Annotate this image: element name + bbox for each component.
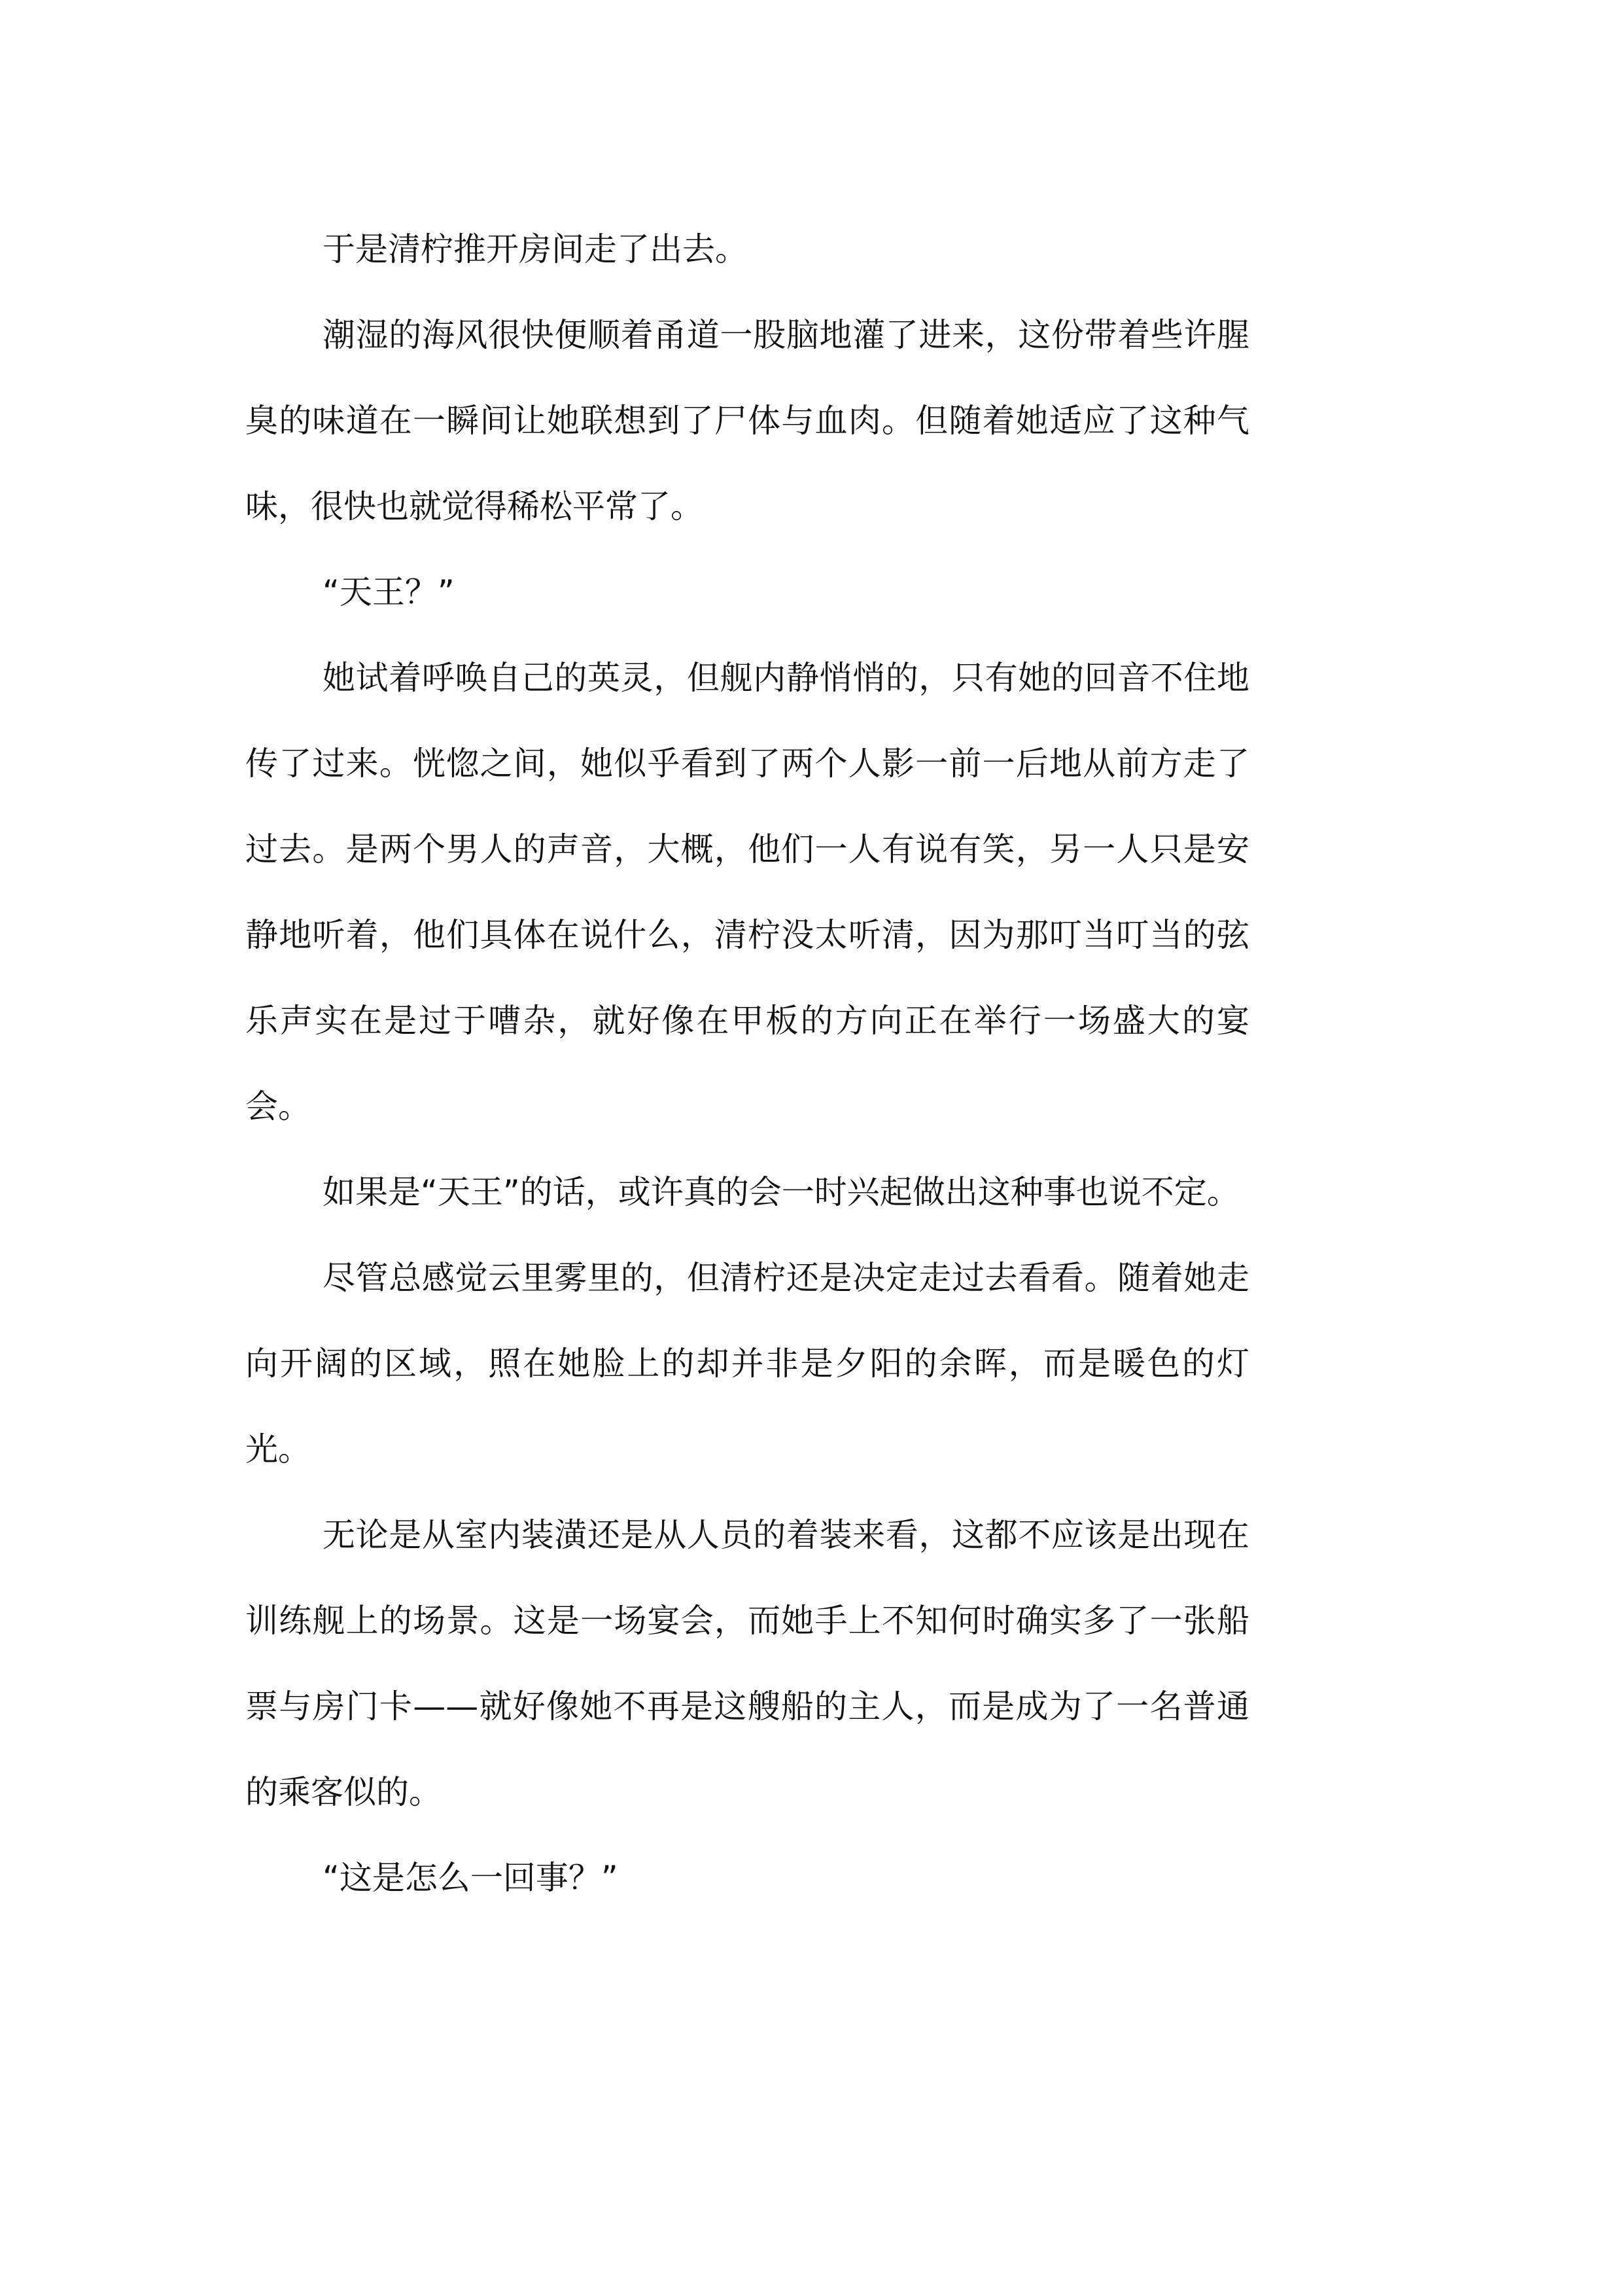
paragraph-5: 如果是“天王”的话，或许真的会一时兴起做出这种事也说不定。 xyxy=(323,1173,1240,1211)
paragraph-8: “这是怎么一回事？” xyxy=(323,1859,618,1897)
paragraph-7: 无论是从室内装潢还是从人员的着装来看，这都不应该是出现在训练舰上的场景。这是一场宴会，而她手上不知何时确实多了一张船票与房门卡——就好像她不再是这艘船的主人，而是成为了一名普通的乘客似的。 xyxy=(245,1516,1249,1811)
paragraph-1: 于是清柠推开房间走了出去。 xyxy=(323,230,748,268)
paragraph-2: 潮湿的海风很快便顺着甬道一股脑地灌了进来，这份带着些许腥臭的味道在一瞬间让她联想到了尸体与血肉。但随着她适应了这种气味，很快也就觉得稀松平常了。 xyxy=(245,316,1249,525)
paragraph-3: “天王？” xyxy=(323,573,455,611)
document-body xyxy=(245,207,1249,1921)
paragraph-6: 尽管总感觉云里雾里的，但清柠还是决定走过去看看。随着她走向开阔的区域，照在她脸上的却并非是夕阳的余晖，而是暖色的灯光。 xyxy=(245,1259,1249,1468)
paragraph-4: 她试着呼唤自己的英灵，但舰内静悄悄的，只有她的回音不住地传了过来。恍惚之间，她似乎看到了两个人影一前一后地从前方走了过去。是两个男人的声音，大概，他们一人有说有笑，另一人只是安静地听着，他们具体在说什么，清柠没太听清，因为那叮当叮当的弦乐声实在是过于嘈杂，就好像在甲板的方向正在举行一场盛大的宴会。 xyxy=(245,659,1249,1125)
